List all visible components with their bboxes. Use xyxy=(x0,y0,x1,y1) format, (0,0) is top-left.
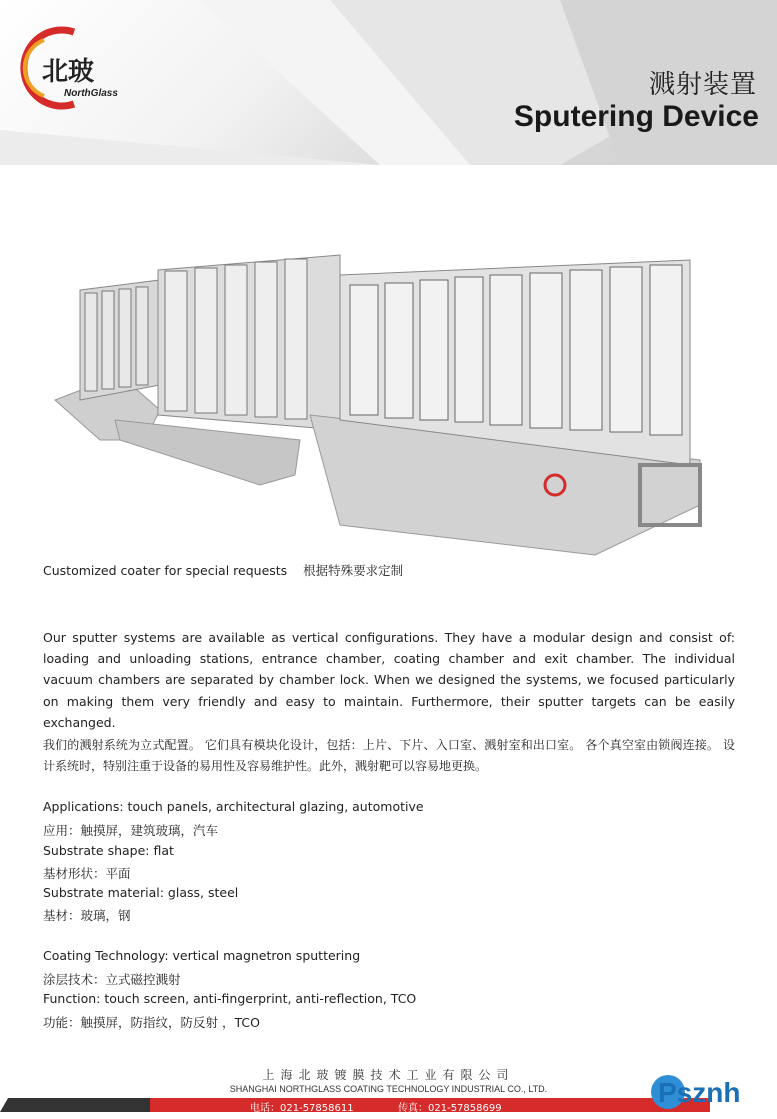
spec-line: 基材：玻璃，钢 xyxy=(43,908,131,923)
header-banner xyxy=(0,0,777,165)
page-title-cn: 溅射装置 xyxy=(648,70,757,100)
footer-fax: 传真：021-57858699 xyxy=(398,1103,502,1114)
footer-company-cn: 上海北玻镀膜技术工业有限公司 xyxy=(262,1068,515,1082)
image-caption: Customized coater for special requests 根据特殊要求定制 xyxy=(43,563,404,578)
footer-stripe-dark xyxy=(0,1098,168,1112)
sputtering-machine-image xyxy=(40,235,740,565)
spec-line: Substrate material: glass, steel xyxy=(43,885,239,900)
spec-line: Function: touch screen, anti-fingerprint, anti-reflection, TCO xyxy=(43,991,417,1006)
intro-paragraph-en: Our sputter systems are available as vertical configurations. They have a modular design and consist of: loading and unloading stations, entrance chamber, coating chamber and exit chamber. The individual vacuum chambers are separated by chamber lock. When we designed the systems, we focused particularly on making them very friendly and easy to maintain. Furthermore, their sputter targets can be easily exchanged. xyxy=(43,630,735,730)
spec-line: 功能：触摸屏，防指纹，防反射 ，TCO xyxy=(43,1015,260,1030)
logo-text-cn: 北玻 xyxy=(42,57,95,87)
spec-line: Applications: touch panels, architectural glazing, automotive xyxy=(43,799,424,814)
spec-line: 应用：触摸屏，建筑玻璃，汽车 xyxy=(43,823,219,838)
page-title-en: Sputering Device xyxy=(513,100,759,133)
spec-line: Substrate shape: flat xyxy=(43,843,174,858)
logo-mark-icon xyxy=(4,24,154,112)
spec-line: 涂层技术：立式磁控溅射 xyxy=(43,972,181,987)
northglass-logo xyxy=(4,24,154,112)
footer-company-en: SHANGHAI NORTHGLASS COATING TECHNOLOGY INDUSTRIAL CO., LTD. xyxy=(229,1084,548,1094)
logo-text-en: NorthGlass xyxy=(64,88,118,99)
watermark-logo xyxy=(648,1068,773,1113)
spec-line: Coating Technology: vertical magnetron sputtering xyxy=(43,948,361,963)
footer-phone: 电话：021-57858611 xyxy=(250,1103,354,1114)
intro-paragraph-cn: 我们的溅射系统为立式配置。 它们具有模块化设计，包括：上片、下片、入口室、溅射室和出口室。 各个真空室由锁阀连接。 设计系统时，特别注重于设备的易用性及容易维护性。此外，溅射靶可以容易地更换。 xyxy=(43,738,735,773)
spec-line: 基材形状：平面 xyxy=(43,866,131,881)
watermark-text: Psznh xyxy=(658,1077,741,1108)
